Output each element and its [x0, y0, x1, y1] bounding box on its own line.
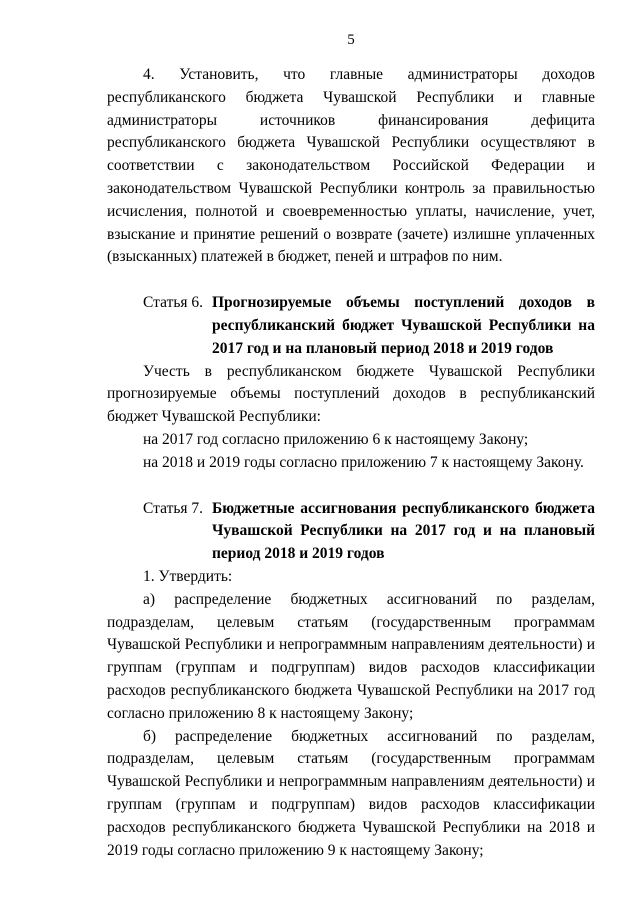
paragraph-4: 4. Установить, что главные администраторы доходов республиканского бюджета Чувашской Республики и главные администраторы источников финансирования дефицита республиканского бюджета Чувашской Республики осуществляют в соответствии с законодательством Российской Федерации и законодательством Чувашской Республики контроль за правильностью исчисления, полнотой и своевременностью уплаты, начисление, учет, взыскание и принятие решений о возврате (зачете) излишне уплаченных (взысканных) платежей в бюджет, пеней и штрафов по ним.	[107, 66, 595, 266]
article-7-item-1: 1. Утвердить:	[143, 567, 233, 585]
article-7-title: Бюджетные ассигнования республиканского бюджета Чувашской Республики на 2017 год и на плановый период 2018 и 2019 годов	[212, 499, 595, 563]
article-7-item-b: б) распределение бюджетных ассигнований по разделам, подразделам, целевым статьям (государственным программам Чувашской Республики и непрограммным направлениям деятельности) и группам (группам и подгруппам) видов расходов классификации расходов республиканского бюджета Чувашской Республики на 2018 и 2019 годы согласно приложению 9 к настоящему Закону;	[107, 727, 595, 859]
page-number: 5	[347, 32, 355, 48]
article-7-label: Статья 7.	[143, 499, 204, 517]
article-6-line-2: на 2018 и 2019 годы согласно приложению 7 к настоящему Закону.	[143, 453, 584, 471]
article-7-item-a: а) распределение бюджетных ассигнований по разделам, подразделам, целевым статьям (государственным программам Чувашской Республики и непрограммным направлениям деятельности) и группам (группам и подгруппам) видов расходов классификации расходов республиканского бюджета Чувашской Республики на 2017 год согласно приложению 8 к настоящему Закону;	[107, 590, 595, 722]
article-6-line-1: на 2017 год согласно приложению 6 к настоящему Закону;	[143, 430, 529, 448]
article-6-title: Прогнозируемые объемы поступлений доходов в республиканский бюджет Чувашской Республики на 2017 год и на плановый период 2018 и 2019 годов	[212, 294, 595, 357]
article-6-intro: Учесть в республиканском бюджете Чувашской Республики прогнозируемые объемы поступлений доходов в республиканский бюджет Чувашской Республики:	[107, 362, 595, 426]
article-6-heading	[107, 292, 595, 360]
article-6-label: Статья 6.	[143, 294, 204, 312]
document-page	[107, 30, 595, 862]
article-7-heading	[107, 498, 595, 566]
